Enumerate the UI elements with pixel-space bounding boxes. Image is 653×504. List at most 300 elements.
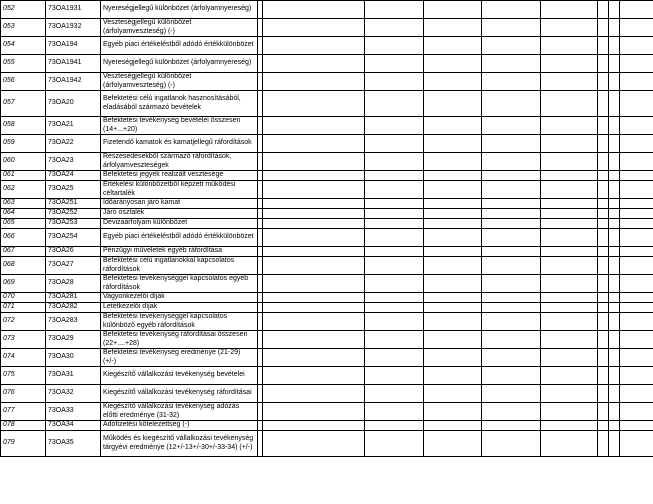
- value-cell[interactable]: [541, 181, 598, 199]
- value-cell[interactable]: [263, 171, 365, 181]
- table-row: [1, 229, 653, 247]
- value-cell[interactable]: [598, 219, 609, 229]
- value-cell[interactable]: [482, 91, 541, 117]
- value-cell[interactable]: [263, 367, 365, 385]
- value-cell[interactable]: [598, 431, 609, 457]
- row-description: Adófizetési kötelezettség (-): [101, 421, 258, 431]
- value-cell[interactable]: [541, 229, 598, 247]
- value-cell[interactable]: [424, 275, 482, 293]
- value-cell[interactable]: [609, 117, 620, 135]
- table-row: [1, 367, 653, 385]
- row-description: Kiegészítő vállalkozási tevékenység adózás előtti eredménye (31-32): [101, 403, 258, 421]
- row-description: Értékelési különbözetből képzett működési céltartalék: [101, 181, 258, 199]
- row-description: Kiegészítő vállalkozási tevékenység bevételei: [101, 367, 258, 385]
- value-cell[interactable]: [424, 247, 482, 257]
- value-cell[interactable]: [620, 219, 653, 229]
- value-cell[interactable]: [365, 181, 424, 199]
- value-cell[interactable]: [365, 385, 424, 403]
- row-code: 73OA21: [46, 117, 101, 135]
- value-cell[interactable]: [609, 257, 620, 275]
- value-cell[interactable]: [609, 19, 620, 37]
- value-cell[interactable]: [263, 181, 365, 199]
- value-cell[interactable]: [482, 303, 541, 313]
- value-cell[interactable]: [620, 199, 653, 209]
- value-cell[interactable]: [365, 219, 424, 229]
- value-cell[interactable]: [598, 1, 609, 19]
- row-number: 059: [1, 135, 46, 153]
- value-cell[interactable]: [620, 403, 653, 421]
- value-cell[interactable]: [482, 313, 541, 331]
- value-cell[interactable]: [482, 171, 541, 181]
- table-row: [1, 293, 653, 303]
- value-cell[interactable]: [424, 153, 482, 171]
- value-cell[interactable]: [609, 209, 620, 219]
- value-cell[interactable]: [263, 91, 365, 117]
- value-cell[interactable]: [620, 181, 653, 199]
- value-cell[interactable]: [609, 349, 620, 367]
- value-cell[interactable]: [620, 331, 653, 349]
- table-row: [1, 331, 653, 349]
- row-code: 73OA29: [46, 331, 101, 349]
- value-cell[interactable]: [609, 421, 620, 431]
- value-cell[interactable]: [365, 55, 424, 73]
- value-cell[interactable]: [620, 37, 653, 55]
- row-number: 055: [1, 55, 46, 73]
- table-row: [1, 349, 653, 367]
- value-cell[interactable]: [424, 19, 482, 37]
- value-cell[interactable]: [541, 1, 598, 19]
- value-cell[interactable]: [598, 37, 609, 55]
- table-row: [1, 171, 653, 181]
- value-cell[interactable]: [482, 349, 541, 367]
- value-cell[interactable]: [541, 431, 598, 457]
- value-cell[interactable]: [620, 153, 653, 171]
- row-number: 066: [1, 229, 46, 247]
- value-cell[interactable]: [482, 257, 541, 275]
- value-cell[interactable]: [598, 403, 609, 421]
- row-description: Kiegészítő vállalkozási tevékenység ráfordításai: [101, 385, 258, 403]
- value-cell[interactable]: [263, 431, 365, 457]
- value-cell[interactable]: [598, 229, 609, 247]
- value-cell[interactable]: [424, 229, 482, 247]
- value-cell[interactable]: [598, 209, 609, 219]
- row-number: 063: [1, 199, 46, 209]
- value-cell[interactable]: [541, 171, 598, 181]
- row-code: 73OA33: [46, 403, 101, 421]
- value-cell[interactable]: [482, 19, 541, 37]
- value-cell[interactable]: [609, 303, 620, 313]
- value-cell[interactable]: [482, 247, 541, 257]
- row-code: 73OA26: [46, 247, 101, 257]
- value-cell[interactable]: [541, 403, 598, 421]
- row-code: 73OA24: [46, 171, 101, 181]
- value-cell[interactable]: [482, 219, 541, 229]
- value-cell[interactable]: [541, 55, 598, 73]
- value-cell[interactable]: [609, 403, 620, 421]
- value-cell[interactable]: [482, 135, 541, 153]
- value-cell[interactable]: [365, 171, 424, 181]
- value-cell[interactable]: [598, 199, 609, 209]
- value-cell[interactable]: [620, 19, 653, 37]
- value-cell[interactable]: [609, 229, 620, 247]
- value-cell[interactable]: [365, 431, 424, 457]
- value-cell[interactable]: [482, 293, 541, 303]
- value-cell[interactable]: [424, 181, 482, 199]
- value-cell[interactable]: [541, 313, 598, 331]
- value-cell[interactable]: [620, 293, 653, 303]
- value-cell[interactable]: [424, 209, 482, 219]
- value-cell[interactable]: [541, 199, 598, 209]
- value-cell[interactable]: [541, 293, 598, 303]
- value-cell[interactable]: [598, 171, 609, 181]
- table-row: [1, 135, 653, 153]
- value-cell[interactable]: [365, 293, 424, 303]
- value-cell[interactable]: [424, 385, 482, 403]
- row-number: 077: [1, 403, 46, 421]
- row-code: 73OA281: [46, 293, 101, 303]
- value-cell[interactable]: [541, 421, 598, 431]
- value-cell[interactable]: [424, 331, 482, 349]
- value-cell[interactable]: [482, 73, 541, 91]
- value-cell[interactable]: [598, 313, 609, 331]
- value-cell[interactable]: [598, 247, 609, 257]
- value-cell[interactable]: [424, 1, 482, 19]
- value-cell[interactable]: [482, 431, 541, 457]
- value-cell[interactable]: [365, 247, 424, 257]
- row-code: 73OA34: [46, 421, 101, 431]
- value-cell[interactable]: [620, 349, 653, 367]
- row-code: 73OA251: [46, 199, 101, 209]
- value-cell[interactable]: [365, 19, 424, 37]
- row-description: Devizaárfolyam különbözet: [101, 219, 258, 229]
- value-cell[interactable]: [482, 367, 541, 385]
- value-cell[interactable]: [598, 181, 609, 199]
- value-cell[interactable]: [263, 199, 365, 209]
- value-cell[interactable]: [263, 209, 365, 219]
- value-cell[interactable]: [541, 117, 598, 135]
- value-cell[interactable]: [541, 209, 598, 219]
- row-description: Nyereségjellegű különbözet (árfolyamnyereség): [101, 55, 258, 73]
- value-cell[interactable]: [620, 431, 653, 457]
- value-cell[interactable]: [609, 135, 620, 153]
- row-code: 73OA254: [46, 229, 101, 247]
- value-cell[interactable]: [424, 171, 482, 181]
- row-description: Veszteségjellegű különbözet (árfolyamveszteség) (-): [101, 73, 258, 91]
- value-cell[interactable]: [365, 257, 424, 275]
- value-cell[interactable]: [424, 135, 482, 153]
- table-row: [1, 19, 653, 37]
- row-code: 73OA252: [46, 209, 101, 219]
- value-cell[interactable]: [609, 313, 620, 331]
- row-code: 73OA20: [46, 91, 101, 117]
- row-code: 73OA194: [46, 37, 101, 55]
- value-cell[interactable]: [263, 117, 365, 135]
- value-cell[interactable]: [598, 55, 609, 73]
- value-cell[interactable]: [424, 293, 482, 303]
- row-number: 069: [1, 275, 46, 293]
- value-cell[interactable]: [541, 73, 598, 91]
- table-row: [1, 385, 653, 403]
- value-cell[interactable]: [620, 247, 653, 257]
- value-cell[interactable]: [609, 385, 620, 403]
- value-cell[interactable]: [598, 153, 609, 171]
- value-cell[interactable]: [365, 403, 424, 421]
- value-cell[interactable]: [263, 303, 365, 313]
- value-cell[interactable]: [263, 385, 365, 403]
- value-cell[interactable]: [609, 1, 620, 19]
- value-cell[interactable]: [482, 403, 541, 421]
- value-cell[interactable]: [541, 219, 598, 229]
- value-cell[interactable]: [482, 55, 541, 73]
- value-cell[interactable]: [365, 199, 424, 209]
- value-cell[interactable]: [263, 37, 365, 55]
- value-cell[interactable]: [609, 181, 620, 199]
- value-cell[interactable]: [598, 367, 609, 385]
- value-cell[interactable]: [482, 181, 541, 199]
- value-cell[interactable]: [609, 55, 620, 73]
- value-cell[interactable]: [482, 153, 541, 171]
- table-row: [1, 153, 653, 171]
- value-cell[interactable]: [541, 367, 598, 385]
- value-cell[interactable]: [541, 275, 598, 293]
- table-row: [1, 421, 653, 431]
- value-cell[interactable]: [482, 385, 541, 403]
- value-cell[interactable]: [263, 403, 365, 421]
- value-cell[interactable]: [263, 19, 365, 37]
- value-cell[interactable]: [609, 91, 620, 117]
- value-cell[interactable]: [541, 153, 598, 171]
- row-code: 73OA30: [46, 349, 101, 367]
- row-number: 064: [1, 209, 46, 219]
- value-cell[interactable]: [620, 275, 653, 293]
- value-cell[interactable]: [365, 331, 424, 349]
- row-description: Befektetési tevékenységgel kapcsolatos különböző egyéb ráfordítások: [101, 313, 258, 331]
- value-cell[interactable]: [263, 219, 365, 229]
- value-cell[interactable]: [424, 117, 482, 135]
- table-row: [1, 247, 653, 257]
- value-cell[interactable]: [598, 385, 609, 403]
- value-cell[interactable]: [620, 1, 653, 19]
- value-cell[interactable]: [365, 275, 424, 293]
- value-cell[interactable]: [609, 293, 620, 303]
- value-cell[interactable]: [482, 209, 541, 219]
- value-cell[interactable]: [482, 421, 541, 431]
- row-description: Egyéb piaci értékeléstből adódó értékkülönbözet: [101, 229, 258, 247]
- row-description: Fizetendő kamatok és kamatjellegű ráfordítások: [101, 135, 258, 153]
- value-cell[interactable]: [541, 37, 598, 55]
- value-cell[interactable]: [424, 367, 482, 385]
- value-cell[interactable]: [263, 135, 365, 153]
- value-cell[interactable]: [609, 331, 620, 349]
- value-cell[interactable]: [541, 257, 598, 275]
- value-cell[interactable]: [598, 421, 609, 431]
- value-cell[interactable]: [598, 331, 609, 349]
- value-cell[interactable]: [424, 349, 482, 367]
- value-cell[interactable]: [609, 275, 620, 293]
- value-cell[interactable]: [263, 1, 365, 19]
- value-cell[interactable]: [620, 117, 653, 135]
- row-number: 053: [1, 19, 46, 37]
- value-cell[interactable]: [620, 209, 653, 219]
- value-cell[interactable]: [482, 1, 541, 19]
- value-cell[interactable]: [598, 135, 609, 153]
- value-cell[interactable]: [482, 331, 541, 349]
- value-cell[interactable]: [482, 37, 541, 55]
- value-cell[interactable]: [263, 349, 365, 367]
- value-cell[interactable]: [620, 229, 653, 247]
- value-cell[interactable]: [263, 153, 365, 171]
- value-cell[interactable]: [424, 421, 482, 431]
- table-row: [1, 117, 653, 135]
- row-code: 73OA32: [46, 385, 101, 403]
- row-number: 056: [1, 73, 46, 91]
- row-description: Befektetési tevékenységgel kapcsolatos egyéb ráfordítások: [101, 275, 258, 293]
- value-cell[interactable]: [365, 1, 424, 19]
- table-body: [1, 1, 653, 457]
- value-cell[interactable]: [365, 421, 424, 431]
- value-cell[interactable]: [424, 219, 482, 229]
- value-cell[interactable]: [620, 55, 653, 73]
- value-cell[interactable]: [365, 349, 424, 367]
- value-cell[interactable]: [263, 313, 365, 331]
- table-row: [1, 275, 653, 293]
- value-cell[interactable]: [482, 229, 541, 247]
- row-code: 73OA31: [46, 367, 101, 385]
- value-cell[interactable]: [620, 171, 653, 181]
- value-cell[interactable]: [609, 431, 620, 457]
- value-cell[interactable]: [263, 55, 365, 73]
- row-number: 062: [1, 181, 46, 199]
- table-row: [1, 209, 653, 219]
- value-cell[interactable]: [541, 331, 598, 349]
- value-cell[interactable]: [541, 19, 598, 37]
- value-cell[interactable]: [365, 209, 424, 219]
- value-cell[interactable]: [620, 313, 653, 331]
- value-cell[interactable]: [620, 257, 653, 275]
- value-cell[interactable]: [609, 367, 620, 385]
- value-cell[interactable]: [620, 303, 653, 313]
- table-row: [1, 1, 653, 19]
- row-code: 73OA1931: [46, 1, 101, 19]
- value-cell[interactable]: [263, 421, 365, 431]
- row-number: 060: [1, 153, 46, 171]
- value-cell[interactable]: [609, 199, 620, 209]
- row-code: 73OA282: [46, 303, 101, 313]
- value-cell[interactable]: [263, 229, 365, 247]
- value-cell[interactable]: [424, 73, 482, 91]
- value-cell[interactable]: [598, 117, 609, 135]
- row-description: Időarányosan járó kamat: [101, 199, 258, 209]
- value-cell[interactable]: [424, 303, 482, 313]
- value-cell[interactable]: [263, 257, 365, 275]
- value-cell[interactable]: [541, 385, 598, 403]
- table-row: [1, 199, 653, 209]
- table-row: [1, 403, 653, 421]
- value-cell[interactable]: [424, 313, 482, 331]
- value-cell[interactable]: [541, 349, 598, 367]
- value-cell[interactable]: [620, 91, 653, 117]
- value-cell[interactable]: [609, 37, 620, 55]
- value-cell[interactable]: [365, 135, 424, 153]
- value-cell[interactable]: [424, 91, 482, 117]
- value-cell[interactable]: [424, 257, 482, 275]
- table-row: [1, 37, 653, 55]
- row-number: 057: [1, 91, 46, 117]
- value-cell[interactable]: [365, 229, 424, 247]
- value-cell[interactable]: [482, 275, 541, 293]
- row-code: 73OA253: [46, 219, 101, 229]
- value-cell[interactable]: [620, 385, 653, 403]
- row-code: 73OA283: [46, 313, 101, 331]
- value-cell[interactable]: [424, 403, 482, 421]
- value-cell[interactable]: [598, 19, 609, 37]
- value-cell[interactable]: [598, 257, 609, 275]
- value-cell[interactable]: [365, 303, 424, 313]
- value-cell[interactable]: [598, 91, 609, 117]
- value-cell[interactable]: [424, 55, 482, 73]
- row-description: Pénzügyi műveletek egyéb ráfordítása: [101, 247, 258, 257]
- value-cell[interactable]: [609, 153, 620, 171]
- value-cell[interactable]: [424, 431, 482, 457]
- row-code: 73OA23: [46, 153, 101, 171]
- value-cell[interactable]: [598, 73, 609, 91]
- value-cell[interactable]: [541, 91, 598, 117]
- value-cell[interactable]: [598, 275, 609, 293]
- row-number: 071: [1, 303, 46, 313]
- value-cell[interactable]: [620, 135, 653, 153]
- value-cell[interactable]: [482, 117, 541, 135]
- value-cell[interactable]: [609, 73, 620, 91]
- value-cell[interactable]: [482, 199, 541, 209]
- value-cell[interactable]: [365, 153, 424, 171]
- value-cell[interactable]: [263, 247, 365, 257]
- table-row: [1, 313, 653, 331]
- value-cell[interactable]: [598, 303, 609, 313]
- value-cell[interactable]: [598, 293, 609, 303]
- row-code: 73OA25: [46, 181, 101, 199]
- value-cell[interactable]: [365, 313, 424, 331]
- row-number: 052: [1, 1, 46, 19]
- value-cell[interactable]: [541, 303, 598, 313]
- value-cell[interactable]: [263, 73, 365, 91]
- table-row: [1, 181, 653, 199]
- value-cell[interactable]: [609, 171, 620, 181]
- value-cell[interactable]: [541, 247, 598, 257]
- value-cell[interactable]: [365, 91, 424, 117]
- value-cell[interactable]: [365, 73, 424, 91]
- value-cell[interactable]: [365, 367, 424, 385]
- value-cell[interactable]: [263, 331, 365, 349]
- row-number: 061: [1, 171, 46, 181]
- value-cell[interactable]: [620, 367, 653, 385]
- value-cell[interactable]: [598, 349, 609, 367]
- row-number: 078: [1, 421, 46, 431]
- value-cell[interactable]: [620, 73, 653, 91]
- value-cell[interactable]: [609, 219, 620, 229]
- value-cell[interactable]: [609, 247, 620, 257]
- value-cell[interactable]: [365, 37, 424, 55]
- row-description: Veszteségjellegű különbözet (árfolyamveszteség) (-): [101, 19, 258, 37]
- value-cell[interactable]: [263, 275, 365, 293]
- value-cell[interactable]: [263, 293, 365, 303]
- value-cell[interactable]: [620, 421, 653, 431]
- value-cell[interactable]: [424, 37, 482, 55]
- value-cell[interactable]: [541, 135, 598, 153]
- value-cell[interactable]: [424, 199, 482, 209]
- row-number: 074: [1, 349, 46, 367]
- value-cell[interactable]: [365, 117, 424, 135]
- row-description: Egyéb piaci értékeléstből adódó értékkülönbözet: [101, 37, 258, 55]
